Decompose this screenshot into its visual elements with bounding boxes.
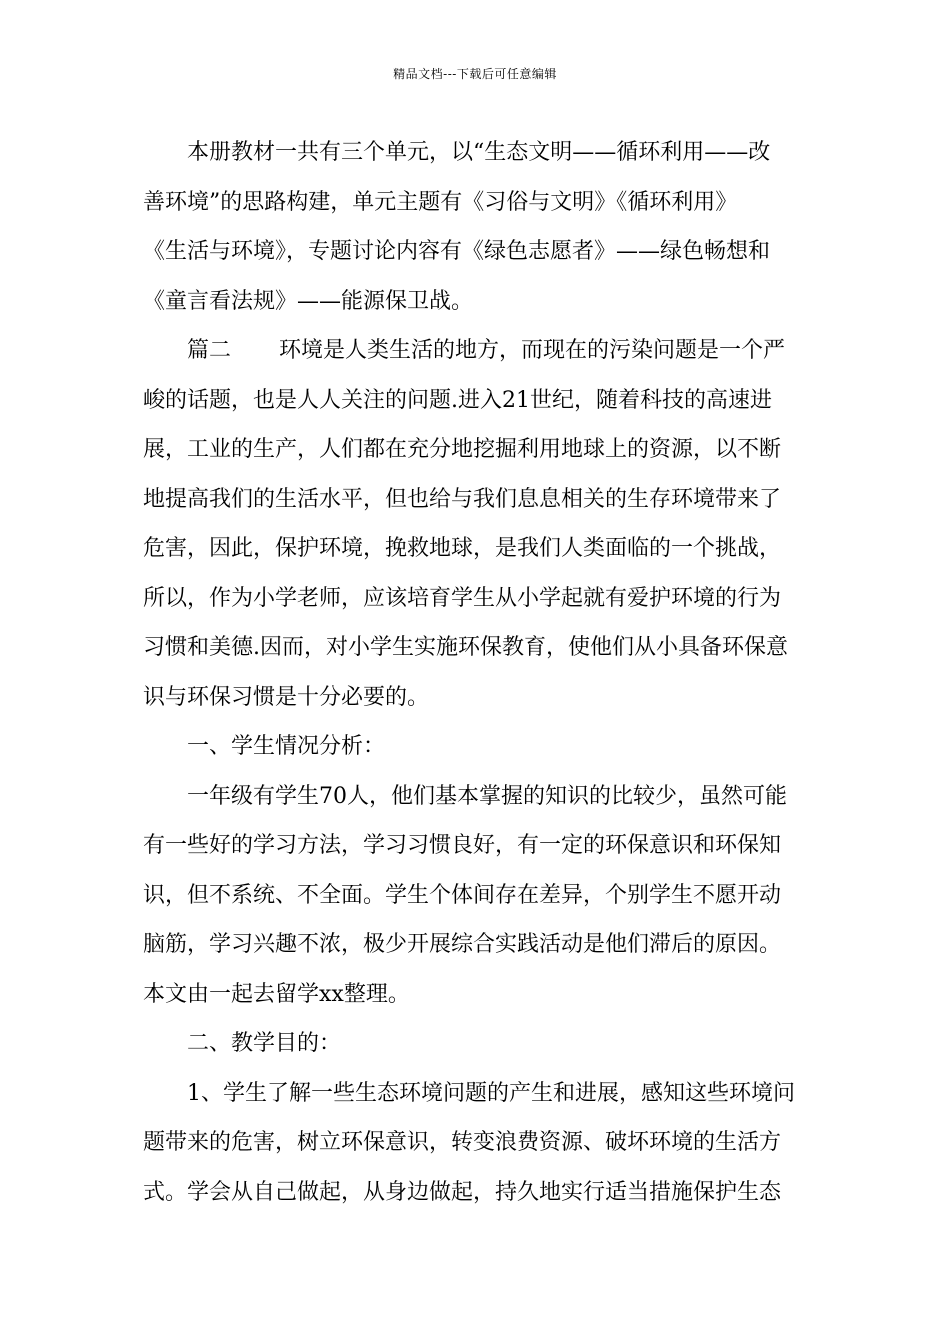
text-line: 本册教材一共有三个单元，以“生态文明——循环利用——改 [187,140,771,165]
text-line: 题带来的危害，树立环保意识，转变浪费资源、破坏环境的生活方 [143,1130,782,1155]
text-line: 《生活与环境》，专题讨论内容有《绿色志愿者》——绿色畅想和 [143,239,771,264]
section-heading: 二、教学目的： [187,1031,342,1056]
text-line: 《童言看法规》——能源保卫战。 [143,288,474,314]
text-line: 式。学会从自己做起，从身边做起，持久地实行适当措施保护生态 [143,1179,782,1205]
text-line: 脑筋，学习兴趣不浓，极少开展综合实践活动是他们滞后的原因。 [143,932,782,957]
text-line: 本文由一起去留学xx整理。 [143,981,410,1007]
text-line: 一年级有学生70人，他们基本掌握的知识的比较少，虽然可能 [187,783,787,809]
section-heading: 一、学生情况分析： [187,734,386,759]
text-line: 地提高我们的生活水平，但也给与我们息息相关的生存环境带来了 [143,486,782,512]
text-line: 1、学生了解一些生态环境问题的产生和进展，感知这些环境问 [187,1080,795,1106]
text-span: 环境是人类生活的地方，而现在的污染问题是一个严 [279,338,786,363]
page-header: 精品文档---下载后可任意编辑 [393,67,557,81]
text-line: 峻的话题，也是人人关注的问题.进入21世纪，随着科技的高速进 [143,387,772,413]
section-heading-line [143,326,810,376]
text-line: 展，工业的生产，人们都在充分地挖掘利用地球上的资源，以不断 [143,437,782,462]
section-label: 篇二 [187,338,232,363]
text-line: 危害，因此，保护环境，挽救地球，是我们人类面临的一个挑战， [143,536,782,561]
text-line: 习惯和美德.因而，对小学生实施环保教育，使他们从小具备环保意 [143,635,788,660]
text-line: 善环境”的思路构建，单元主题有《习俗与文明》《循环利用》 [143,189,738,215]
text-line: 有一些好的学习方法，学习习惯良好，有一定的环保意识和环保知 [143,833,782,858]
text-line: 所以，作为小学老师，应该培育学生从小学起就有爱护环境的行为 [143,585,782,611]
document-body [143,128,810,1217]
text-line: 识，但不系统、不全面。学生个体间存在差异，个别学生不愿开动 [143,882,782,908]
text-line: 识与环保习惯是十分必要的。 [143,684,430,710]
